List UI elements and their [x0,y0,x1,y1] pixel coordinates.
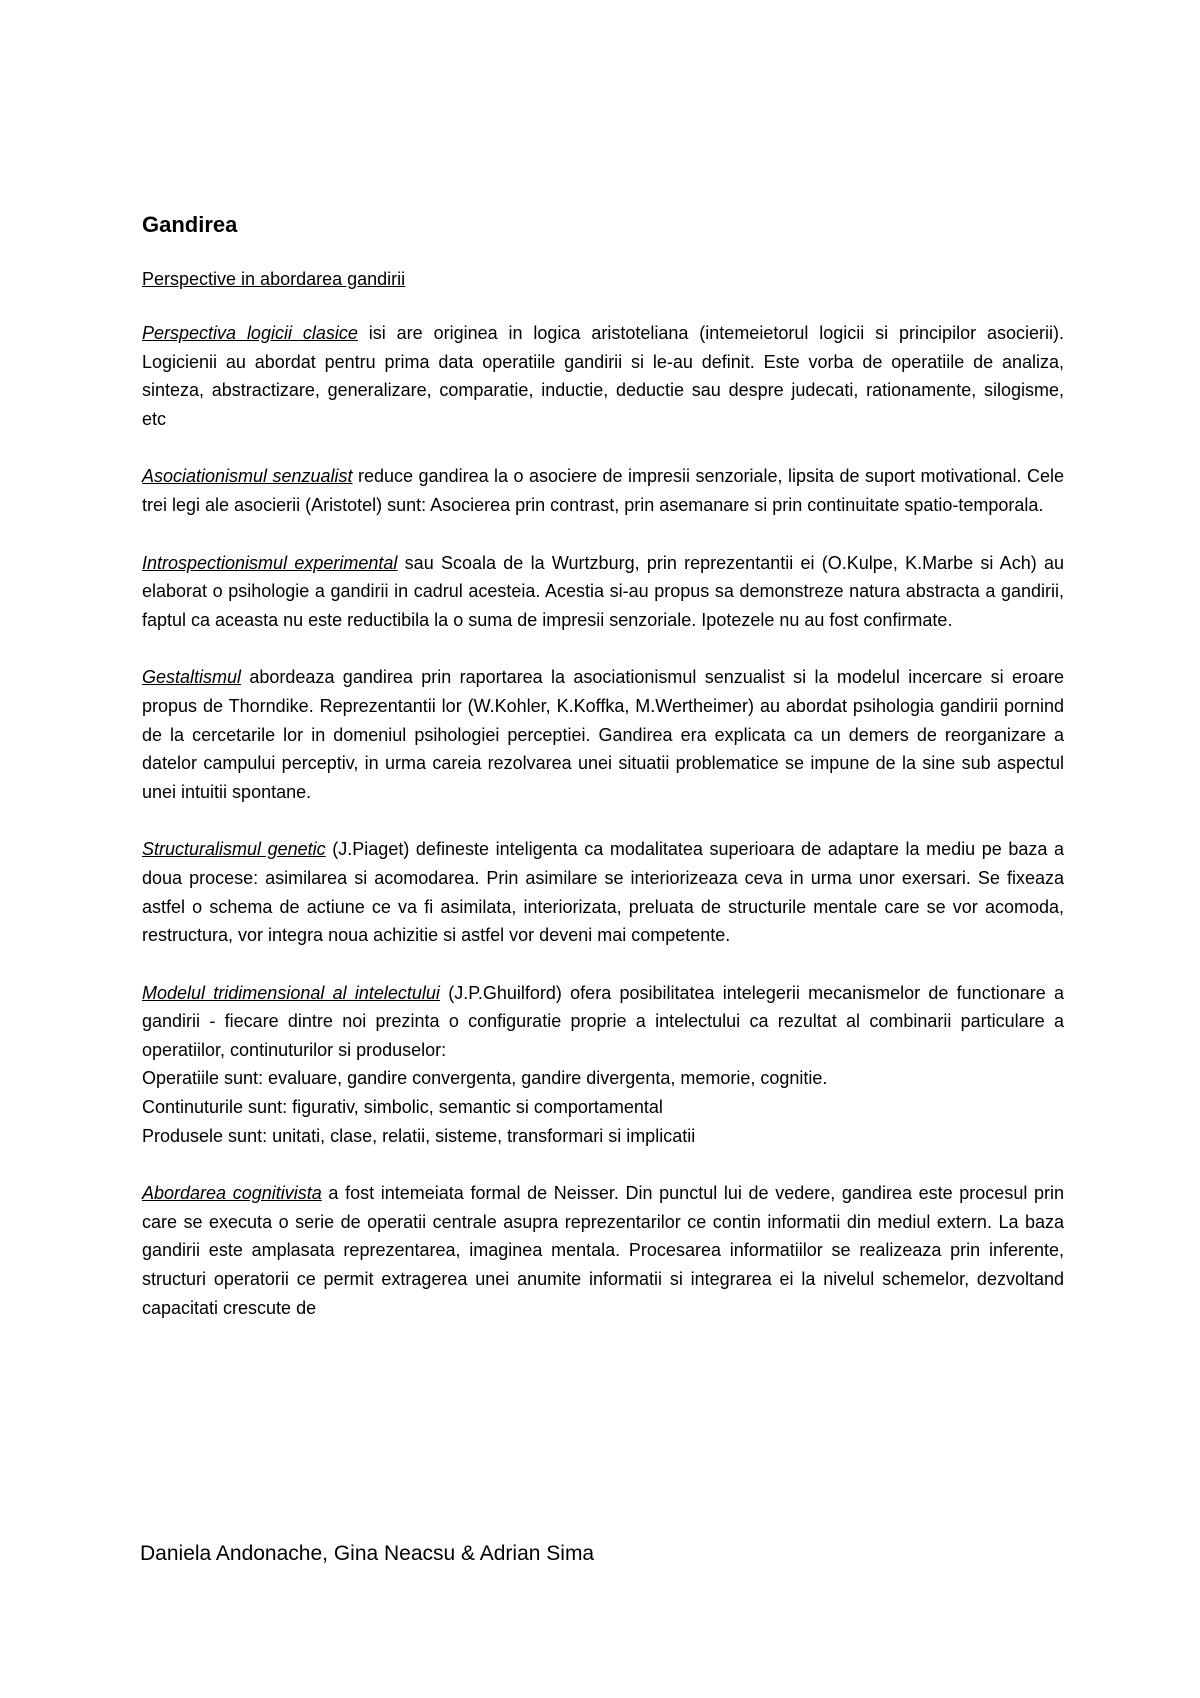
paragraph-cognitivism [142,1179,1064,1322]
document-title: Gandirea [142,212,238,237]
paragraph-text: a fost intemeiata formal de Neisser. Din punctul lui de vedere, gandirea este procesul prin care se executa o serie de operatii centrale asupra reprezentarilor ce contin informatii din mediul extern. La baza gandirii este amplasata reprezentarea, imaginea mentala. Procesarea informatiilor se realizeaza prin inferente, structuri operatorii ce permit extragerea unei anumite informatii si integrarea ei la nivelul schemelor, dezvoltand capacitati crescute de [142,1183,1064,1318]
paragraph-term: Perspectiva logicii clasice [142,323,358,343]
paragraph-text: abordeaza gandirea prin raportarea la asociationismul senzualist si la modelul incercare si eroare propus de Thorndike. Reprezentantii lor (W.Kohler, K.Koffka, M.Wertheimer) au abordat psihologia gandirii pornind de la cercetarile lor in domeniul psihologiei perceptiei. Gandirea era explicata ca un demers de reorganizare a datelor campului perceptiv, in urma careia rezolvarea unei situatii problematice se impune de la sine sub aspectul unei intuitii spontane. [142,667,1064,802]
paragraph-structuralism [142,835,1064,949]
paragraph-logica-clasica [142,319,1064,433]
paragraph-term: Modelul tridimensional al intelectului [142,982,440,1003]
paragraph-introspectionism [142,549,1064,635]
section-subtitle: Perspective in abordarea gandirii [142,269,406,289]
list-line-continuturi: Continuturile sunt: figurativ, simbolic, semantic si comportamental [142,1097,663,1118]
paragraph-text: isi are originea in logica aristoteliana (intemeietorul logicii si principilor asocierii). Logicienii au abordat pentru prima data operatiile gandirii si le-au definit. Este vorba de operatiile de analiza, sinteza, abstractizare, generalizare, comparatie, inductie, deductie sau despre judecati, rationamente, silogisme, etc [142,323,1064,429]
paragraph-text: reduce gandirea la o asociere de impresii senzoriale, lipsita de suport motivational. Cele trei legi ale asocierii (Aristotel) sunt: Asocierea prin contrast, prin asemanare si prin continuitate spatio-temporala. [142,466,1065,515]
paragraph-term: Asociationismul senzualist [142,466,353,487]
page-footer-authors: Daniela Andonache, Gina Neacsu & Adrian Sima [140,1542,595,1565]
paragraph-term: Structuralismul genetic [142,839,326,860]
list-line-produse: Produsele sunt: unitati, clase, relatii, sisteme, transformari si implicatii [142,1125,696,1146]
document-body [142,210,1064,1322]
paragraph-gestaltism [142,663,1064,806]
paragraph-term: Gestaltismul [142,667,242,688]
paragraph-term: Abordarea cognitivista [142,1183,322,1204]
paragraph-term: Introspectionismul experimental [142,552,398,573]
paragraph-text: (J.Piaget) defineste inteligenta ca modalitatea superioara de adaptare la mediu pe baza a doua procese: asimilarea si acomodarea. Prin asimilare se interiorizeaza ceva in urma unor exersari. Se fixeaza astfel o schema de actiune ce va fi asimilata, interiorizata, preluata de structurile mentale care se vor acomoda, restructura, vor integra noua achizitie si astfel vor deveni mai competente. [142,839,1064,946]
list-line-operatii: Operatiile sunt: evaluare, gandire convergenta, gandire divergenta, memorie, cognitie. [142,1068,828,1089]
paragraph-asociationism [142,462,1064,519]
paragraph-text: sau Scoala de la Wurtzburg, prin reprezentantii ei (O.Kulpe, K.Marbe si Ach) au elaborat o psihologie a gandirii in cadrul acesteia. Acestia si-au propus sa demonstreze natura abstracta a gandirii, faptul ca aceasta nu este reductibila la o suma de impresii senzoriale. Ipotezele nu au fost confirmate. [142,552,1064,630]
paragraph-text: (J.P.Ghuilford) ofera posibilitatea intelegerii mecanismelor de functionare a gandirii - fiecare dintre noi prezinta o configuratie proprie a intelectului ca rezultat al combinarii particulare a operatiilor, continuturilor si produselor: [142,982,1064,1060]
paragraph-model-tridimensional [142,979,1064,1151]
